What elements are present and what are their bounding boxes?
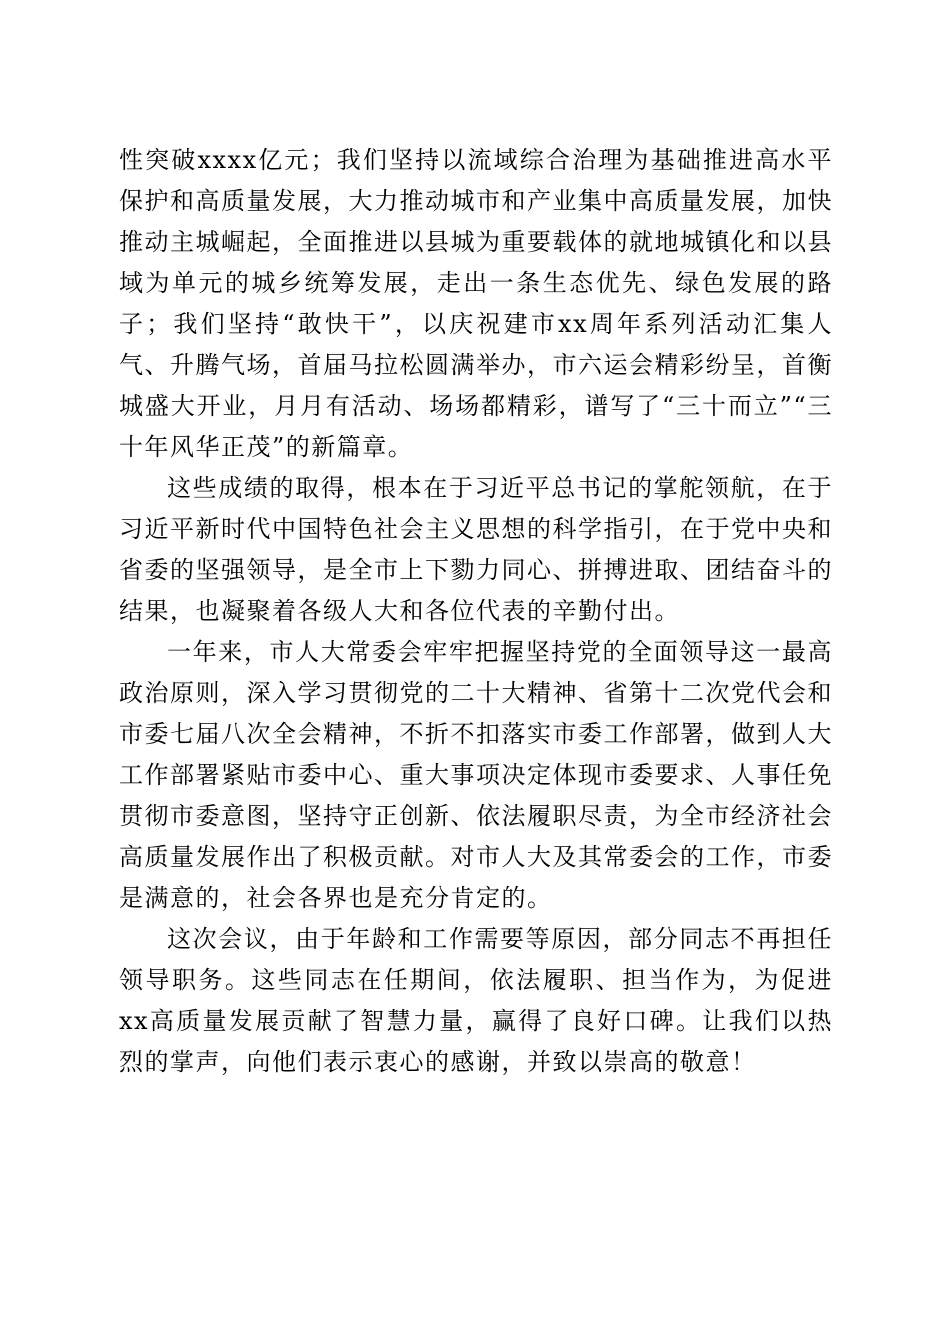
paragraph-achievements: 这些成绩的取得，根本在于习近平总书记的掌舵领航，在于习近平新时代中国特色社会主义思想的科学指引，在于党中央和省委的坚强领导，是全市上下勠力同心、拼搏进取、团结奋斗的结果，也凝聚着各级人大和各位代表的辛勤付出。: [119, 474, 833, 625]
document-body: [119, 140, 833, 1083]
paragraph-continued: 性突破xxxx亿元；我们坚持以流域综合治理为基础推进高水平保护和高质量发展，大力推动城市和产业集中高质量发展，加快推动主城崛起，全面推进以县城为重要载体的就地城镇化和以县域为单元的城乡统筹发展，走出一条生态优先、绿色发展的路子；我们坚持“敢快干”，以庆祝建市xx周年系列活动汇集人气、升腾气场，首届马拉松圆满举办，市六运会精彩纷呈，首衡城盛大开业，月月有活动、场场都精彩，谱写了“三十而立”“三十年风华正茂”的新篇章。: [119, 146, 833, 461]
paragraph-standing-committee: 一年来，市人大常委会牢牢把握坚持党的全面领导这一最高政治原则，深入学习贯彻党的二十大精神、省第十二次党代会和市委七届八次全会精神，不折不扣落实市委工作部署，做到人大工作部署紧贴市委中心、重大事项决定体现市委要求、人事任免贯彻市委意图，坚持守正创新、依法履职尽责，为全市经济社会高质量发展作出了积极贡献。对市人大及其常委会的工作，市委是满意的，社会各界也是充分肯定的。: [119, 638, 833, 912]
paragraph-thanks: 这次会议，由于年龄和工作需要等原因，部分同志不再担任领导职务。这些同志在任期间，依法履职、担当作为，为促进xx高质量发展贡献了智慧力量，赢得了良好口碑。让我们以热烈的掌声，向他们表示衷心的感谢，并致以崇高的敬意！: [119, 925, 833, 1076]
